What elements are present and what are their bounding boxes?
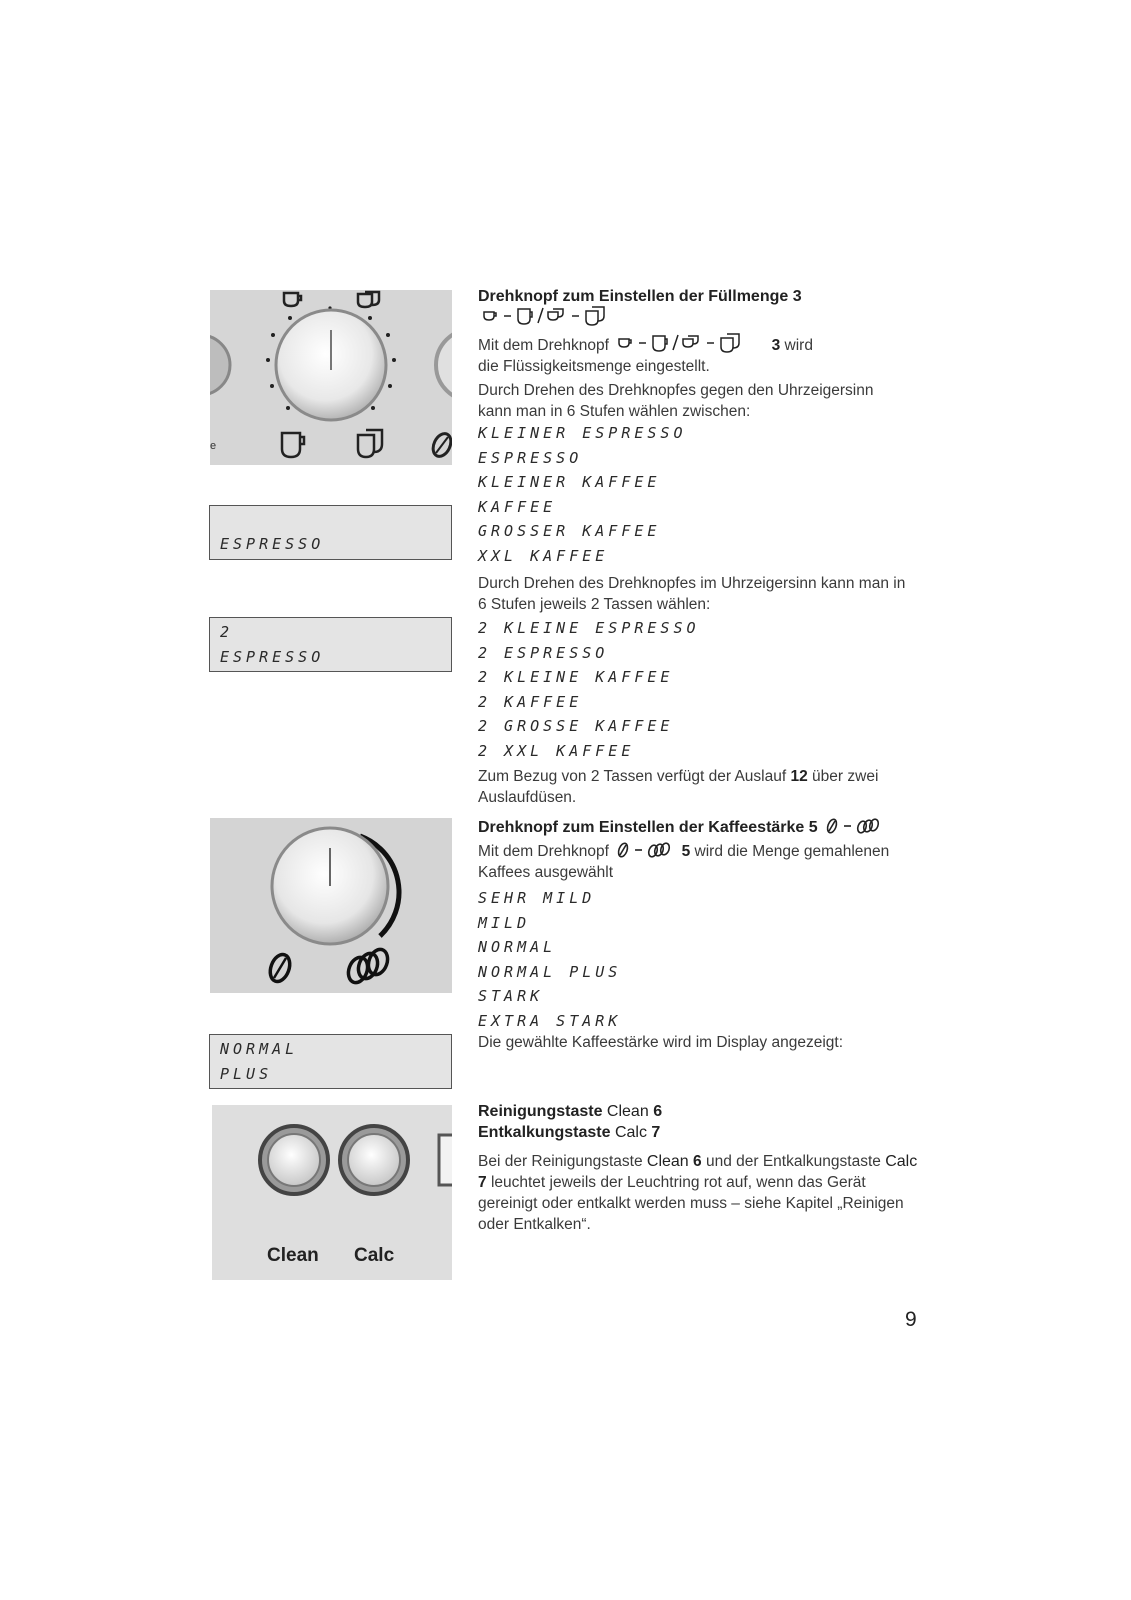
coffee-strength-heading-text: Drehknopf zum Einstellen der Kaffeestärke 5 <box>478 819 818 836</box>
coffee-strength-intro <box>478 841 918 883</box>
fill-quantity-dial-photo <box>210 290 452 465</box>
outlet-number: 12 <box>790 768 808 785</box>
intro-suffix: wird <box>784 337 813 354</box>
display-line: PLUS <box>220 1064 273 1083</box>
display-line: 2 <box>220 623 234 641</box>
bean-strength-symbols-icon <box>824 817 884 835</box>
display-description: Die gewählte Kaffeestärke wird im Display angezeigt: <box>478 1034 844 1051</box>
outlet-description <box>478 766 908 808</box>
list-item: 2 GROSSE KAFFEE <box>478 717 674 735</box>
clean-calc-buttons-photo <box>212 1105 452 1280</box>
display-espresso <box>209 505 452 560</box>
list-item: GROSSER KAFFEE <box>478 522 661 540</box>
cup-size-symbols-icon <box>480 306 630 326</box>
coffee-strength-dial-illustration <box>210 818 452 993</box>
outlet-text: Zum Bezug von 2 Tassen verfügt der Auslauf <box>478 768 787 785</box>
list-item: 2 KLEINE KAFFEE <box>478 668 674 686</box>
body-text: Bei der Reinigungstaste <box>478 1153 643 1170</box>
clean-calc-illustration <box>212 1105 452 1280</box>
clean-heading-name: Clean <box>606 1103 649 1120</box>
clean-heading <box>478 1101 918 1122</box>
cw-options-list <box>478 616 918 763</box>
clean-button-label: Clean <box>267 1245 319 1266</box>
outlet-text: über zwei Auslaufdüsen. <box>478 768 879 806</box>
display-line: NORMAL <box>220 1040 299 1058</box>
body-calc-number: 7 <box>478 1174 487 1191</box>
page-number: 9 <box>905 1308 917 1331</box>
clean-heading-label: Reinigungstaste <box>478 1103 603 1120</box>
strength-options-list <box>478 886 918 1033</box>
display-2-espresso <box>209 617 452 672</box>
cw-description: Durch Drehen des Drehknopfes im Uhrzeigersinn kann man in 6 Stufen jeweils 2 Tassen wählen: <box>478 575 906 613</box>
list-item: 2 KAFFEE <box>478 692 583 711</box>
body-calc-name: Calc <box>885 1153 918 1170</box>
ccw-options-list <box>478 421 918 568</box>
intro-prefix: Mit dem Drehknopf <box>478 843 609 860</box>
list-item: NORMAL <box>478 938 557 956</box>
list-item: XXL KAFFEE <box>478 546 609 565</box>
list-item: 2 XXL KAFFEE <box>478 741 635 760</box>
display-line: ESPRESSO <box>220 535 325 553</box>
fill-quantity-symbols <box>478 306 918 329</box>
body-clean-name: Clean <box>646 1153 689 1170</box>
body-clean-number: 6 <box>693 1153 702 1170</box>
calc-heading-name: Calc <box>614 1124 647 1141</box>
intro-prefix: Mit dem Drehknopf <box>478 337 609 354</box>
list-item: KAFFEE <box>478 497 557 516</box>
calc-heading-number: 7 <box>651 1124 661 1141</box>
list-item: SEHR MILD <box>478 889 596 907</box>
fill-quantity-heading: Drehknopf zum Einstellen der Füllmenge 3 <box>478 288 802 305</box>
intro-line2: die Flüssigkeitsmenge eingestellt. <box>478 358 710 375</box>
list-item: KLEINER KAFFEE <box>478 473 661 491</box>
list-item: ESPRESSO <box>478 448 583 467</box>
body-text: leuchtet jeweils der Leuchtring rot auf, wenn das Gerät gereinigt oder entkalkt werden muss – siehe Kapitel „Reinigen oder Entkalken“. <box>478 1174 904 1233</box>
intro-number: 5 <box>681 843 691 860</box>
photo-edge-label: e <box>210 440 217 452</box>
clean-calc-description <box>478 1151 918 1235</box>
coffee-strength-dial-photo <box>210 818 452 993</box>
coffee-strength-heading <box>478 817 918 838</box>
list-item: KLEINER ESPRESSO <box>478 424 687 442</box>
fill-quantity-intro <box>478 333 918 377</box>
intro-number: 3 <box>771 337 781 354</box>
intro-suffix: wird die Menge gemahlenen Kaffees ausgewählt <box>478 843 890 881</box>
bean-strength-symbols-icon <box>615 841 675 859</box>
list-item: STARK <box>478 987 544 1005</box>
list-item: NORMAL PLUS <box>478 962 622 981</box>
display-normal-plus <box>209 1034 452 1089</box>
clean-heading-number: 6 <box>653 1103 663 1120</box>
display-line <box>220 508 441 532</box>
body-text: und der Entkalkungstaste <box>705 1153 881 1170</box>
cup-size-symbols-icon <box>615 333 765 353</box>
ccw-description: Durch Drehen des Drehknopfes gegen den Uhrzeigersinn kann man in 6 Stufen wählen zwischen: <box>478 382 874 420</box>
list-item: 2 ESPRESSO <box>478 643 609 662</box>
fill-quantity-dial-illustration <box>210 290 452 465</box>
calc-heading-label: Entkalkungstaste <box>478 1124 611 1141</box>
list-item: 2 KLEINE ESPRESSO <box>478 619 700 637</box>
display-line: ESPRESSO <box>220 647 325 666</box>
calc-button-label: Calc <box>354 1245 395 1266</box>
list-item: MILD <box>478 913 531 932</box>
list-item: EXTRA STARK <box>478 1011 622 1030</box>
calc-heading <box>478 1122 918 1143</box>
